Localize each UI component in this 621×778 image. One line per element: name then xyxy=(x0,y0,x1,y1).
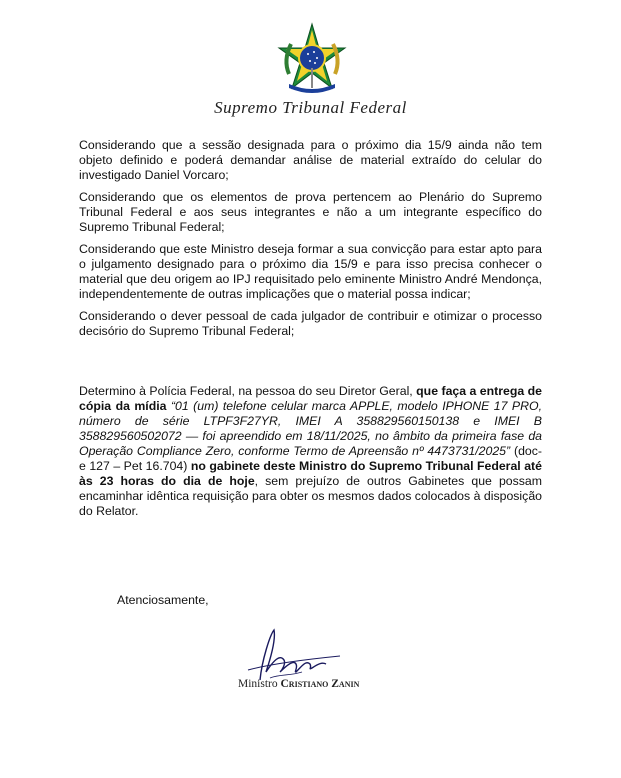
signatory-full-name: Cristiano Zanin xyxy=(280,678,360,690)
signatory-title: Ministro xyxy=(238,678,281,690)
closing: Atenciosamente, xyxy=(117,593,209,607)
order-paragraph xyxy=(79,384,542,519)
court-name: Supremo Tribunal Federal xyxy=(214,98,407,117)
considerations xyxy=(79,138,542,346)
order-intro: Determino à Polícia Federal, na pessoa do seu Diretor Geral, xyxy=(79,384,417,398)
consideration-2: Considerando que os elementos de prova pertencem ao Plenário do Supremo Tribunal Federal e aos seus integrantes e não a um integrante específico do Supremo Tribunal Federal; xyxy=(79,190,542,234)
consideration-1: Considerando que a sessão designada para o próximo dia 15/9 ainda não tem objeto definido e poderá demandar análise de material extraído do celular do investigado Daniel Vorcaro; xyxy=(79,138,542,182)
order-media-description: “01 (um) telefone celular marca APPLE, modelo IPHONE 17 PRO, número de série LTPF3F27YR, IMEI A 358829560150138 e IMEI B 358829560502072 — foi apreendido em 18/11/2025, no âmbito da primeira fase da Operação Compliance Zero, conforme Termo de Apreensão nº 4473731/2025” xyxy=(79,399,542,458)
order-conclusion: , sem prejuízo de outros Gabinetes que possam encaminhar idêntica requisição para obter os mesmos dados colocados à disposição do Relator. xyxy=(79,474,542,518)
consideration-3: Considerando que este Ministro deseja formar a sua convicção para estar apto para o julgamento designado para o próximo dia 15/9 e para isso precisa conhecer o material que deu origem ao IPJ requisitado pelo eminente Ministro André Mendonça, independentemente de outras implicações que o material possa indicar; xyxy=(79,242,542,301)
order-reference: (doc-e 127 – Pet 16.704) xyxy=(79,444,542,473)
brazil-coat-of-arms-icon xyxy=(275,22,349,96)
order-deadline: no gabinete deste Ministro do Supremo Tribunal Federal até às 23 horas do dia de hoje xyxy=(79,459,542,488)
order-request: que faça a entrega de cópia da mídia xyxy=(79,384,543,413)
signatory-name xyxy=(238,678,359,690)
consideration-4: Considerando o dever pessoal de cada julgador de contribuir e otimizar o processo decisório do Supremo Tribunal Federal; xyxy=(79,309,542,338)
